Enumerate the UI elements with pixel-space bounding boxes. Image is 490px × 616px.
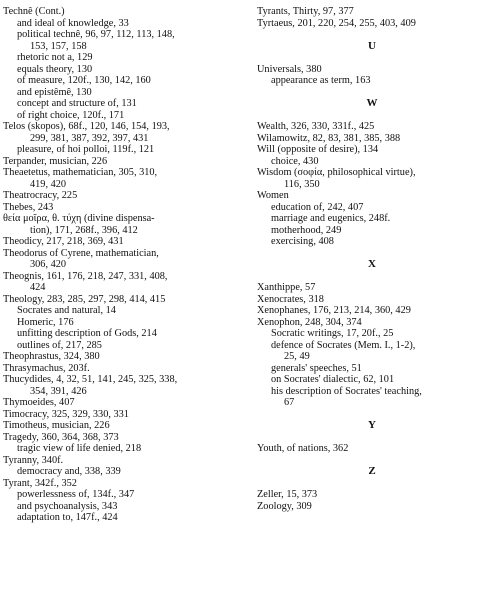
section-spacer bbox=[257, 110, 487, 122]
index-entry: Thebes, 243 bbox=[3, 201, 54, 213]
index-subentry: 419, 420 bbox=[30, 178, 67, 190]
index-entry: Thucydides, 4, 32, 51, 141, 245, 325, 338, bbox=[3, 374, 178, 385]
index-subentry: tion), 171, 268f., 396, 412 bbox=[30, 224, 138, 236]
index-subentry: education of, 242, 407 bbox=[271, 201, 364, 213]
section-letter-heading: X bbox=[368, 258, 376, 270]
section-spacer bbox=[257, 52, 487, 64]
section-spacer bbox=[257, 478, 487, 490]
index-subentry: and ideal of knowledge, 33 bbox=[17, 17, 129, 29]
index-subentry: and psychoanalysis, 343 bbox=[17, 500, 118, 512]
index-entry: Thrasymachus, 203f. bbox=[3, 362, 90, 374]
index-subentry: 299, 381, 387, 392, 397, 431 bbox=[30, 132, 149, 144]
index-subentry: political technê, 96, 97, 112, 113, 148, bbox=[17, 29, 175, 40]
index-entry: Thymoeides, 407 bbox=[3, 397, 75, 408]
index-entry: Theophrastus, 324, 380 bbox=[3, 351, 100, 362]
index-entry: Xenophanes, 176, 213, 214, 360, 429 bbox=[257, 305, 411, 316]
index-subentry: 424 bbox=[30, 282, 46, 293]
index-subentry: exercising, 408 bbox=[271, 236, 334, 247]
index-entry: Women bbox=[257, 190, 289, 201]
index-entry: Tyrant, 342f., 352 bbox=[3, 477, 77, 489]
section-letter-heading: U bbox=[368, 39, 376, 52]
index-subentry: concept and structure of, 131 bbox=[17, 98, 137, 109]
index-subentry: 116, 350 bbox=[284, 178, 320, 190]
index-subentry: outlines of, 217, 285 bbox=[17, 339, 102, 351]
index-entry: Zeller, 15, 373 bbox=[257, 489, 318, 500]
index-subentry: on Socrates' dialectic, 62, 101 bbox=[271, 374, 395, 385]
index-subentry: rhetoric not a, 129 bbox=[17, 52, 93, 63]
section-letter-heading: W bbox=[366, 97, 378, 109]
index-subentry: motherhood, 249 bbox=[271, 224, 342, 236]
index-entry: Terpander, musician, 226 bbox=[3, 155, 108, 167]
index-subentry: his description of Socrates' teaching, bbox=[271, 385, 422, 397]
index-entry: Theodorus of Cyrene, mathematician, bbox=[3, 247, 159, 259]
index-entry: Tyrtaeus, 201, 220, 254, 255, 403, 409 bbox=[257, 17, 416, 29]
index-subentry: generals' speeches, 51 bbox=[271, 362, 362, 374]
index-entry: Timocracy, 325, 329, 330, 331 bbox=[3, 408, 129, 420]
index-subentry: 153, 157, 158 bbox=[30, 40, 87, 52]
section-letter-heading: Y bbox=[368, 419, 376, 431]
index-subentry: unfitting description of Gods, 214 bbox=[17, 328, 157, 339]
index-entry: Xenophon, 248, 304, 374 bbox=[257, 316, 362, 328]
index-entry: Technê (Cont.) bbox=[3, 6, 65, 17]
index-entry: Universals, 380 bbox=[257, 63, 322, 75]
section-letter-heading: Z bbox=[368, 465, 376, 477]
section-spacer bbox=[257, 432, 487, 444]
index-subentry: and epistêmê, 130 bbox=[17, 86, 92, 98]
index-entry: Xenocrates, 318 bbox=[257, 293, 324, 305]
index-subentry: 25, 49 bbox=[284, 351, 310, 362]
index-subentry: choice, 430 bbox=[271, 155, 319, 167]
index-entry: Zoology, 309 bbox=[257, 500, 312, 512]
index-entry: Timotheus, musician, 226 bbox=[3, 420, 110, 431]
index-subentry: equals theory, 130 bbox=[17, 63, 93, 75]
index-entry: Theology, 283, 285, 297, 298, 414, 415 bbox=[3, 293, 166, 305]
index-entry: Theognis, 161, 176, 218, 247, 331, 408, bbox=[3, 270, 168, 282]
section-spacer bbox=[257, 29, 487, 41]
index-subentry: 354, 391, 426 bbox=[30, 385, 87, 397]
index-subentry: of right choice, 120f., 171 bbox=[17, 109, 125, 121]
index-subentry: Homeric, 176 bbox=[17, 316, 74, 328]
index-right-column bbox=[257, 6, 487, 512]
index-subentry: tragic view of life denied, 218 bbox=[17, 443, 142, 454]
index-subentry: adaptation to, 147f., 424 bbox=[17, 512, 118, 523]
index-entry: Theodicy, 217, 218, 369, 431 bbox=[3, 236, 124, 247]
index-left-column bbox=[3, 6, 241, 524]
index-entry: Youth, of nations, 362 bbox=[257, 443, 349, 454]
index-subentry: appearance as term, 163 bbox=[271, 75, 371, 86]
section-spacer bbox=[257, 271, 487, 283]
index-entry: Tragedy, 360, 364, 368, 373 bbox=[3, 431, 119, 443]
index-subentry: marriage and eugenics, 248f. bbox=[271, 213, 391, 224]
index-entry: Wisdom (σοφία, philosophical virtue), bbox=[257, 167, 416, 178]
index-entry: Wealth, 326, 330, 331f., 425 bbox=[257, 121, 375, 132]
index-entry: Tyranny, 340f. bbox=[3, 454, 64, 466]
index-subentry: of measure, 120f., 130, 142, 160 bbox=[17, 75, 151, 86]
index-subentry: powerlessness of, 134f., 347 bbox=[17, 489, 135, 500]
index-subentry: 67 bbox=[284, 397, 295, 408]
index-entry: Xanthippe, 57 bbox=[257, 282, 316, 293]
index-subentry: pleasure, of hoi polloi, 119f., 121 bbox=[17, 144, 155, 155]
index-entry: Theaetetus, mathematician, 305, 310, bbox=[3, 167, 158, 178]
index-entry: Theatrocracy, 225 bbox=[3, 190, 78, 201]
index-entry: Tyrants, Thirty, 97, 377 bbox=[257, 6, 354, 17]
index-subentry: 306, 420 bbox=[30, 259, 67, 270]
index-entry: Will (opposite of desire), 134 bbox=[257, 144, 379, 155]
index-entry: θεία μοῖρα, θ. τύχη (divine dispensa- bbox=[3, 213, 155, 224]
index-subentry: democracy and, 338, 339 bbox=[17, 466, 121, 477]
index-subentry: Socratic writings, 17, 20f., 25 bbox=[271, 328, 394, 339]
index-subentry: Socrates and natural, 14 bbox=[17, 305, 116, 316]
index-entry: Wilamowitz, 82, 83, 381, 385, 388 bbox=[257, 132, 401, 144]
index-entry: Telos (skopos), 68f., 120, 146, 154, 193, bbox=[3, 121, 170, 132]
index-subentry: defence of Socrates (Mem. I., 1-2), bbox=[271, 339, 416, 351]
